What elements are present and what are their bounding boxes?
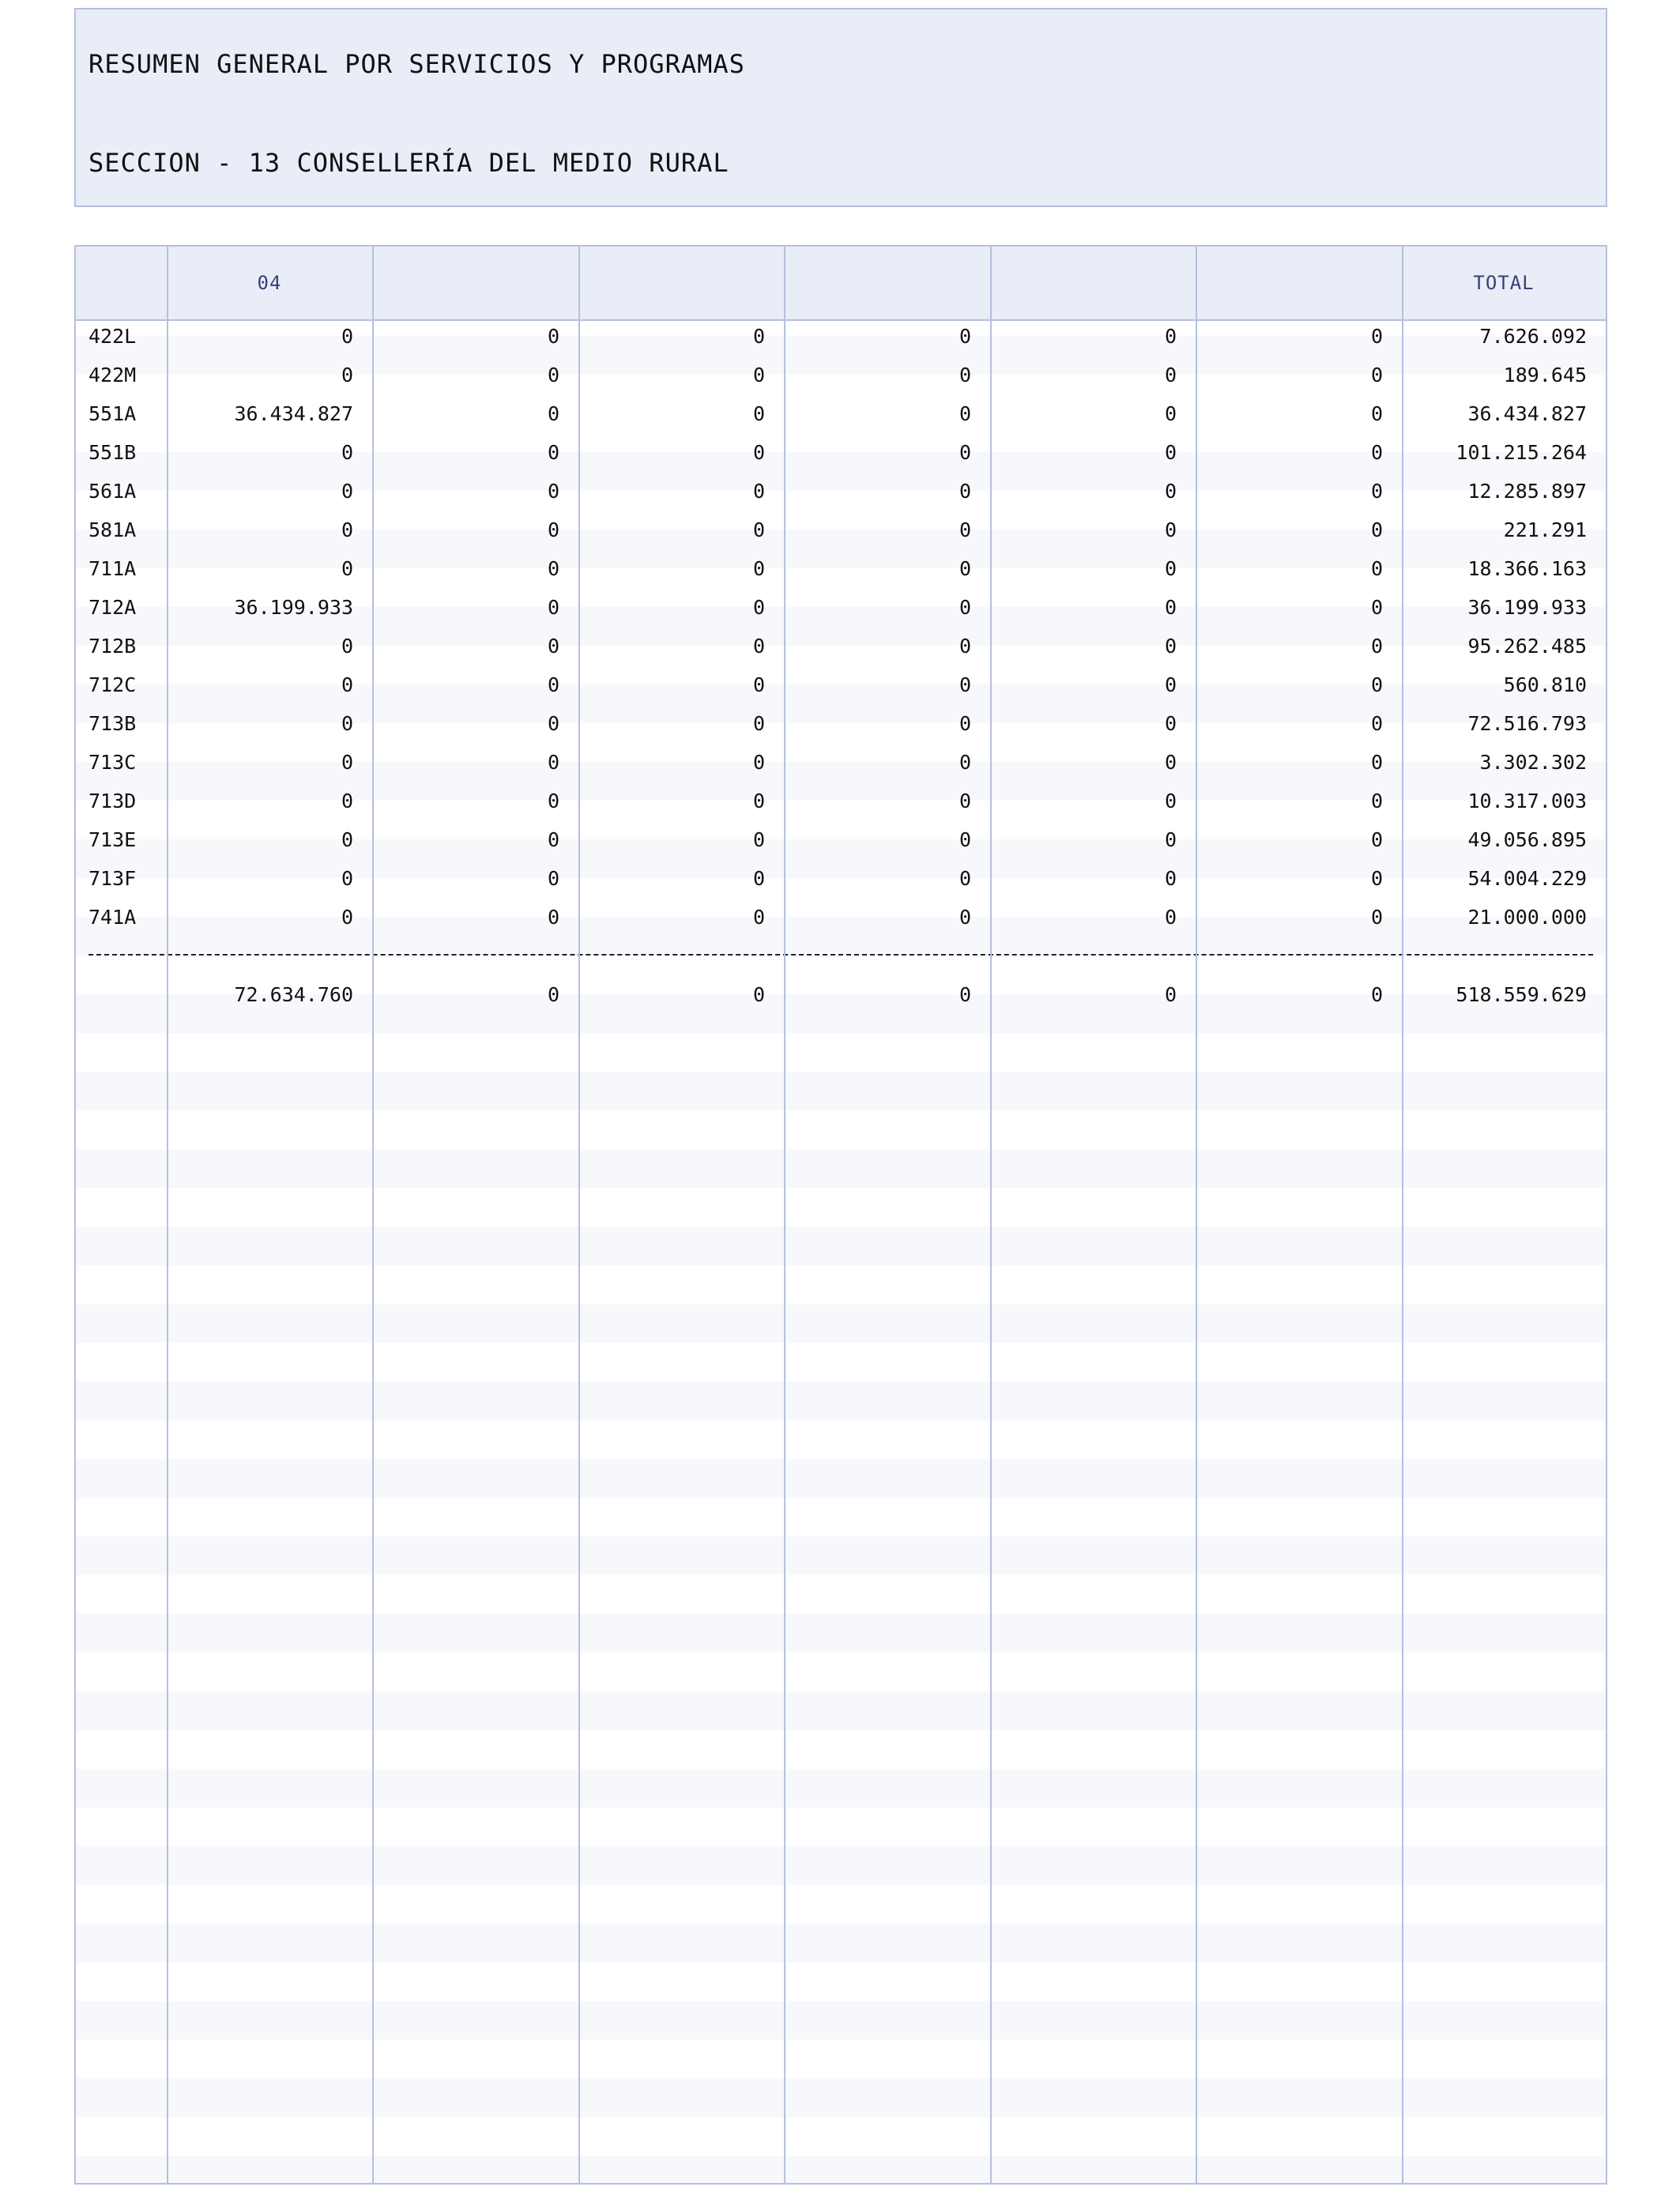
amount-value: 0 — [959, 402, 971, 425]
amount-value: 0 — [547, 596, 559, 619]
amount-value: 0 — [1164, 325, 1177, 348]
program-code: 713C — [89, 751, 137, 774]
amount-value: 0 — [341, 557, 353, 580]
program-code: 551B — [89, 441, 137, 464]
amount-value: 0 — [547, 635, 559, 658]
total-value: 518.559.629 — [1456, 983, 1587, 1006]
table-row — [76, 743, 1606, 782]
table-row — [76, 356, 1606, 394]
amount-value: 0 — [1164, 673, 1177, 696]
amount-value: 0 — [1164, 635, 1177, 658]
amount-value: 0 — [547, 983, 559, 1006]
amount-value: 0 — [959, 983, 971, 1006]
total-value: 18.366.163 — [1467, 557, 1587, 580]
table-row — [76, 820, 1606, 859]
column-divider — [167, 247, 168, 2183]
total-value: 221.291 — [1503, 518, 1587, 541]
amount-value: 0 — [752, 480, 765, 503]
amount-value: 0 — [1164, 480, 1177, 503]
column-divider — [578, 247, 580, 2183]
amount-value: 0 — [547, 557, 559, 580]
budget-table — [74, 245, 1607, 2185]
amount-value: 0 — [752, 751, 765, 774]
amount-value: 0 — [752, 635, 765, 658]
table-row — [76, 511, 1606, 549]
totals-row — [76, 975, 1606, 1014]
amount-value: 0 — [959, 751, 971, 774]
section-title: SECCION - 13 CONSELLERÍA DEL MEDIO RURAL — [89, 148, 729, 178]
amount-value: 0 — [752, 983, 765, 1006]
amount-value: 0 — [1164, 828, 1177, 851]
column-header — [76, 247, 167, 319]
table-row — [76, 782, 1606, 820]
amount-value: 0 — [547, 712, 559, 735]
row-stripe — [76, 2001, 1606, 2040]
amount-value: 0 — [547, 790, 559, 812]
table-row — [76, 859, 1606, 898]
table-row — [76, 704, 1606, 743]
amount-value: 0 — [752, 790, 765, 812]
amount-value: 0 — [1164, 364, 1177, 386]
amount-value: 0 — [547, 402, 559, 425]
table-row — [76, 394, 1606, 433]
program-code: 713D — [89, 790, 137, 812]
total-value: 36.199.933 — [1467, 596, 1587, 619]
amount-value: 0 — [959, 518, 971, 541]
amount-value: 0 — [1164, 906, 1177, 929]
table-row — [76, 472, 1606, 511]
amount-value: 0 — [752, 828, 765, 851]
amount-value: 0 — [1370, 673, 1383, 696]
row-stripe — [76, 1536, 1606, 1575]
column-header — [1196, 247, 1402, 319]
amount-value: 0 — [341, 635, 353, 658]
report-title: RESUMEN GENERAL POR SERVICIOS Y PROGRAMAS — [89, 49, 745, 79]
amount-value: 0 — [1370, 867, 1383, 890]
amount-value: 0 — [1370, 325, 1383, 348]
amount-value: 0 — [1164, 402, 1177, 425]
amount-value: 0 — [547, 867, 559, 890]
amount-value: 0 — [1370, 596, 1383, 619]
amount-value: 0 — [547, 673, 559, 696]
column-divider — [990, 247, 992, 2183]
program-code: 422M — [89, 364, 137, 386]
amount-value: 0 — [752, 518, 765, 541]
amount-value: 0 — [959, 906, 971, 929]
amount-value: 0 — [752, 557, 765, 580]
amount-value: 0 — [752, 325, 765, 348]
program-code: 713E — [89, 828, 137, 851]
amount-value: 0 — [752, 364, 765, 386]
program-code: 713F — [89, 867, 137, 890]
row-stripe — [76, 2079, 1606, 2117]
amount-value: 0 — [959, 673, 971, 696]
row-stripe — [76, 1924, 1606, 1962]
amount-value: 0 — [341, 364, 353, 386]
amount-value: 0 — [341, 441, 353, 464]
amount-value: 0 — [1164, 867, 1177, 890]
amount-value: 0 — [752, 712, 765, 735]
column-header — [784, 247, 990, 319]
table-row — [76, 898, 1606, 937]
amount-value: 0 — [959, 364, 971, 386]
amount-value: 0 — [959, 828, 971, 851]
amount-value: 0 — [1164, 751, 1177, 774]
amount-value: 0 — [1370, 518, 1383, 541]
report-header — [74, 8, 1607, 207]
column-header: TOTAL — [1473, 272, 1535, 294]
table-row — [76, 665, 1606, 704]
row-stripe — [76, 2156, 1606, 2185]
amount-value: 0 — [1370, 441, 1383, 464]
amount-value: 0 — [959, 441, 971, 464]
program-code: 741A — [89, 906, 137, 929]
total-value: 10.317.003 — [1467, 790, 1587, 812]
program-code: 561A — [89, 480, 137, 503]
table-header-row — [76, 247, 1606, 321]
total-value: 560.810 — [1503, 673, 1587, 696]
amount-value: 0 — [1370, 712, 1383, 735]
amount-value: 0 — [959, 635, 971, 658]
amount-value: 0 — [1164, 596, 1177, 619]
column-header — [990, 247, 1196, 319]
row-stripe — [76, 1149, 1606, 1188]
total-value: 49.056.895 — [1467, 828, 1587, 851]
amount-value: 0 — [341, 673, 353, 696]
amount-value: 0 — [1370, 790, 1383, 812]
amount-value: 72.634.760 — [234, 983, 353, 1006]
amount-value: 0 — [752, 867, 765, 890]
amount-value: 0 — [1370, 635, 1383, 658]
amount-value: 0 — [341, 906, 353, 929]
program-code: 713B — [89, 712, 137, 735]
program-code: 712B — [89, 635, 137, 658]
table-row — [76, 433, 1606, 472]
program-code: 712A — [89, 596, 137, 619]
amount-value: 36.199.933 — [234, 596, 353, 619]
row-stripe — [76, 1227, 1606, 1265]
row-stripe — [76, 1614, 1606, 1653]
amount-value: 0 — [752, 402, 765, 425]
total-value: 189.645 — [1503, 364, 1587, 386]
amount-value: 0 — [547, 518, 559, 541]
program-code: 581A — [89, 518, 137, 541]
amount-value: 0 — [1164, 518, 1177, 541]
column-divider — [784, 247, 785, 2183]
amount-value: 0 — [959, 712, 971, 735]
amount-value: 0 — [341, 751, 353, 774]
amount-value: 0 — [1370, 906, 1383, 929]
column-divider — [1402, 247, 1403, 2183]
amount-value: 0 — [547, 906, 559, 929]
total-value: 3.302.302 — [1479, 751, 1587, 774]
program-code: 712C — [89, 673, 137, 696]
table-row — [76, 549, 1606, 588]
amount-value: 0 — [1370, 751, 1383, 774]
amount-value: 0 — [959, 480, 971, 503]
total-value: 72.516.793 — [1467, 712, 1587, 735]
amount-value: 0 — [1164, 983, 1177, 1006]
row-stripe — [76, 1459, 1606, 1498]
totals-separator — [89, 954, 1593, 956]
amount-value: 0 — [547, 751, 559, 774]
amount-value: 0 — [341, 325, 353, 348]
amount-value: 0 — [752, 673, 765, 696]
row-stripe — [76, 1846, 1606, 1885]
row-stripe — [76, 1691, 1606, 1730]
column-divider — [372, 247, 374, 2183]
column-header — [372, 247, 578, 319]
amount-value: 0 — [341, 712, 353, 735]
row-stripe — [76, 1382, 1606, 1420]
amount-value: 0 — [547, 480, 559, 503]
total-value: 36.434.827 — [1467, 402, 1587, 425]
amount-value: 0 — [1370, 402, 1383, 425]
column-header — [578, 247, 784, 319]
amount-value: 0 — [341, 480, 353, 503]
program-code: 711A — [89, 557, 137, 580]
amount-value: 0 — [547, 364, 559, 386]
column-header: 04 — [257, 272, 282, 294]
amount-value: 0 — [341, 867, 353, 890]
amount-value: 36.434.827 — [234, 402, 353, 425]
amount-value: 0 — [547, 325, 559, 348]
total-value: 21.000.000 — [1467, 906, 1587, 929]
total-value: 95.262.485 — [1467, 635, 1587, 658]
amount-value: 0 — [1370, 828, 1383, 851]
amount-value: 0 — [959, 557, 971, 580]
amount-value: 0 — [959, 867, 971, 890]
amount-value: 0 — [1370, 983, 1383, 1006]
amount-value: 0 — [959, 790, 971, 812]
row-stripe — [76, 1769, 1606, 1808]
amount-value: 0 — [1370, 480, 1383, 503]
amount-value: 0 — [1164, 557, 1177, 580]
row-stripe — [76, 1304, 1606, 1343]
program-code: 551A — [89, 402, 137, 425]
amount-value: 0 — [1370, 364, 1383, 386]
amount-value: 0 — [752, 441, 765, 464]
table-row — [76, 317, 1606, 356]
amount-value: 0 — [547, 828, 559, 851]
amount-value: 0 — [1164, 790, 1177, 812]
total-value: 101.215.264 — [1456, 441, 1587, 464]
total-value: 12.285.897 — [1467, 480, 1587, 503]
table-row — [76, 588, 1606, 627]
amount-value: 0 — [341, 828, 353, 851]
program-code: 422L — [89, 325, 137, 348]
amount-value: 0 — [1164, 441, 1177, 464]
total-value: 54.004.229 — [1467, 867, 1587, 890]
amount-value: 0 — [1370, 557, 1383, 580]
amount-value: 0 — [752, 906, 765, 929]
amount-value: 0 — [959, 596, 971, 619]
amount-value: 0 — [547, 441, 559, 464]
amount-value: 0 — [1164, 712, 1177, 735]
table-row — [76, 627, 1606, 665]
column-divider — [1196, 247, 1197, 2183]
amount-value: 0 — [341, 518, 353, 541]
amount-value: 0 — [959, 325, 971, 348]
amount-value: 0 — [752, 596, 765, 619]
amount-value: 0 — [341, 790, 353, 812]
total-value: 7.626.092 — [1479, 325, 1587, 348]
row-stripe — [76, 1072, 1606, 1110]
